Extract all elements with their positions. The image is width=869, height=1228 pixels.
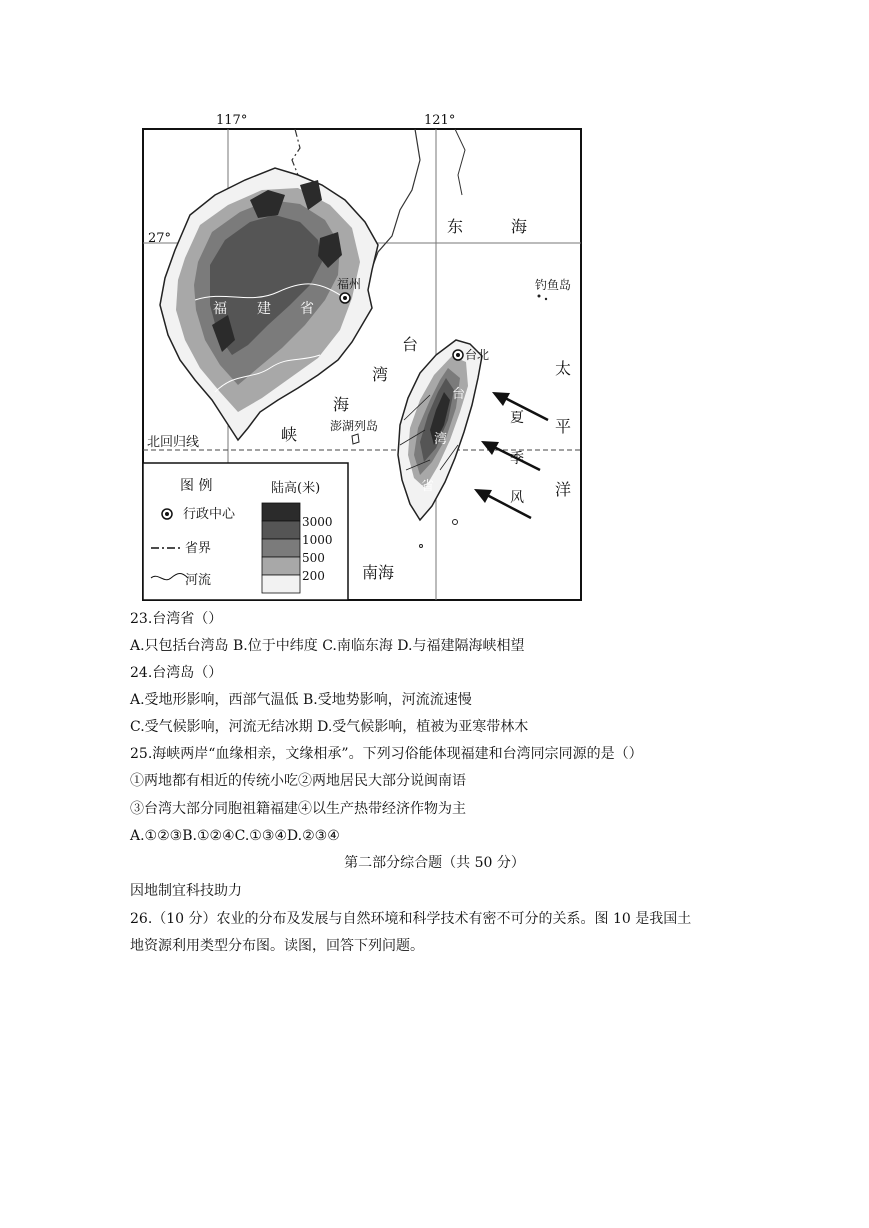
diaoyu-island-2 bbox=[545, 298, 547, 300]
south-sea-label: 南海 bbox=[362, 563, 395, 582]
q23-stem: 23.台湾省（） bbox=[130, 611, 223, 627]
lon-label-117: 117° bbox=[216, 113, 248, 128]
strait-label-2: 湾 bbox=[372, 365, 389, 384]
tropic-label: 北回归线 bbox=[147, 435, 200, 450]
monsoon-label-3: 风 bbox=[510, 490, 524, 506]
q26-line-2: 地资源利用类型分布图。读图，回答下列问题。 bbox=[130, 938, 424, 954]
diaoyu-island-1 bbox=[538, 295, 541, 298]
q25-stem: 25.海峡两岸“血缘相亲，文缘相承”。下列习俗能体现福建和台湾同宗同源的是（） bbox=[130, 746, 643, 762]
taiwan-label-3: 省 bbox=[421, 479, 435, 494]
east-sea-label-1: 东 bbox=[447, 217, 464, 236]
fujian-label-3: 省 bbox=[300, 301, 314, 317]
pacific-label-1: 太 bbox=[555, 359, 572, 378]
monsoon-label-1: 夏 bbox=[510, 410, 524, 426]
taipei-admin-center-icon bbox=[453, 350, 463, 360]
elevation-swatch-3 bbox=[262, 539, 300, 557]
legend-elevation-title: 陆高(米) bbox=[271, 481, 321, 496]
q25-item-2: ③台湾大部分同胞祖籍福建④以生产热带经济作物为主 bbox=[130, 801, 466, 817]
part2-subtitle: 因地制宜科技助力 bbox=[130, 883, 242, 899]
lon-label-121: 121° bbox=[424, 113, 456, 128]
fuzhou-label: 福州 bbox=[337, 277, 362, 291]
admin-center-legend-icon bbox=[162, 509, 172, 519]
pacific-label-3: 洋 bbox=[555, 480, 572, 499]
legend-title: 图 例 bbox=[180, 478, 213, 494]
penghu-island bbox=[352, 434, 359, 444]
pacific-label-2: 平 bbox=[555, 417, 572, 436]
fujian-taiwan-map bbox=[0, 0, 869, 610]
taiwan-label-2: 湾 bbox=[434, 432, 448, 447]
legend-river: 河流 bbox=[185, 573, 212, 588]
strait-label-1: 台 bbox=[402, 335, 419, 354]
elevation-swatch-4 bbox=[262, 557, 300, 575]
ludao-island bbox=[420, 545, 423, 548]
east-sea-label-2: 海 bbox=[511, 217, 528, 236]
elevation-level-500: 500 bbox=[302, 551, 325, 565]
taiwan-label-1: 台 bbox=[452, 387, 466, 402]
q24-stem: 24.台湾岛（） bbox=[130, 665, 223, 681]
fujian-label-1: 福 bbox=[213, 301, 227, 317]
elevation-level-200: 200 bbox=[302, 569, 325, 583]
elevation-swatch-1 bbox=[262, 503, 300, 521]
q23-options: A.只包括台湾岛 B.位于中纬度 C.南临东海 D.与福建隔海峡相望 bbox=[130, 638, 525, 654]
lanyu-island bbox=[453, 520, 458, 525]
elevation-swatch-5 bbox=[262, 575, 300, 593]
strait-label-3: 海 bbox=[333, 395, 350, 414]
q26-line-1: 26.（10 分）农业的分布及发展与自然环境和科学技术有密不可分的关系。图 10 是我国土 bbox=[130, 911, 692, 927]
map-legend bbox=[143, 463, 348, 600]
q25-item-1: ①两地都有相近的传统小吃②两地居民大部分说闽南语 bbox=[130, 773, 466, 789]
legend-province-border: 省界 bbox=[185, 541, 212, 556]
part2-title: 第二部分综合题（共 50 分） bbox=[344, 855, 525, 871]
strait-label-4: 峡 bbox=[281, 425, 298, 444]
legend-admin-center: 行政中心 bbox=[183, 507, 236, 522]
monsoon-label-2: 季 bbox=[510, 451, 524, 467]
fujian-label-2: 建 bbox=[257, 301, 271, 317]
penghu-label: 澎湖列岛 bbox=[330, 419, 379, 433]
elevation-level-3000: 3000 bbox=[302, 515, 333, 529]
q25-options: A.①②③B.①②④C.①③④D.②③④ bbox=[130, 828, 340, 844]
elevation-swatch-2 bbox=[262, 521, 300, 539]
q24-options-1: A.受地形影响，西部气温低 B.受地势影响，河流流速慢 bbox=[130, 692, 472, 708]
fuzhou-admin-center-icon bbox=[340, 293, 350, 303]
diaoyu-label: 钓鱼岛 bbox=[535, 278, 572, 292]
q24-options-2: C.受气候影响，河流无结冰期 D.受气候影响，植被为亚寒带林木 bbox=[130, 719, 529, 735]
taipei-label: 台北 bbox=[465, 348, 490, 362]
lat-label-27: 27° bbox=[148, 231, 172, 246]
elevation-level-1000: 1000 bbox=[302, 533, 333, 547]
